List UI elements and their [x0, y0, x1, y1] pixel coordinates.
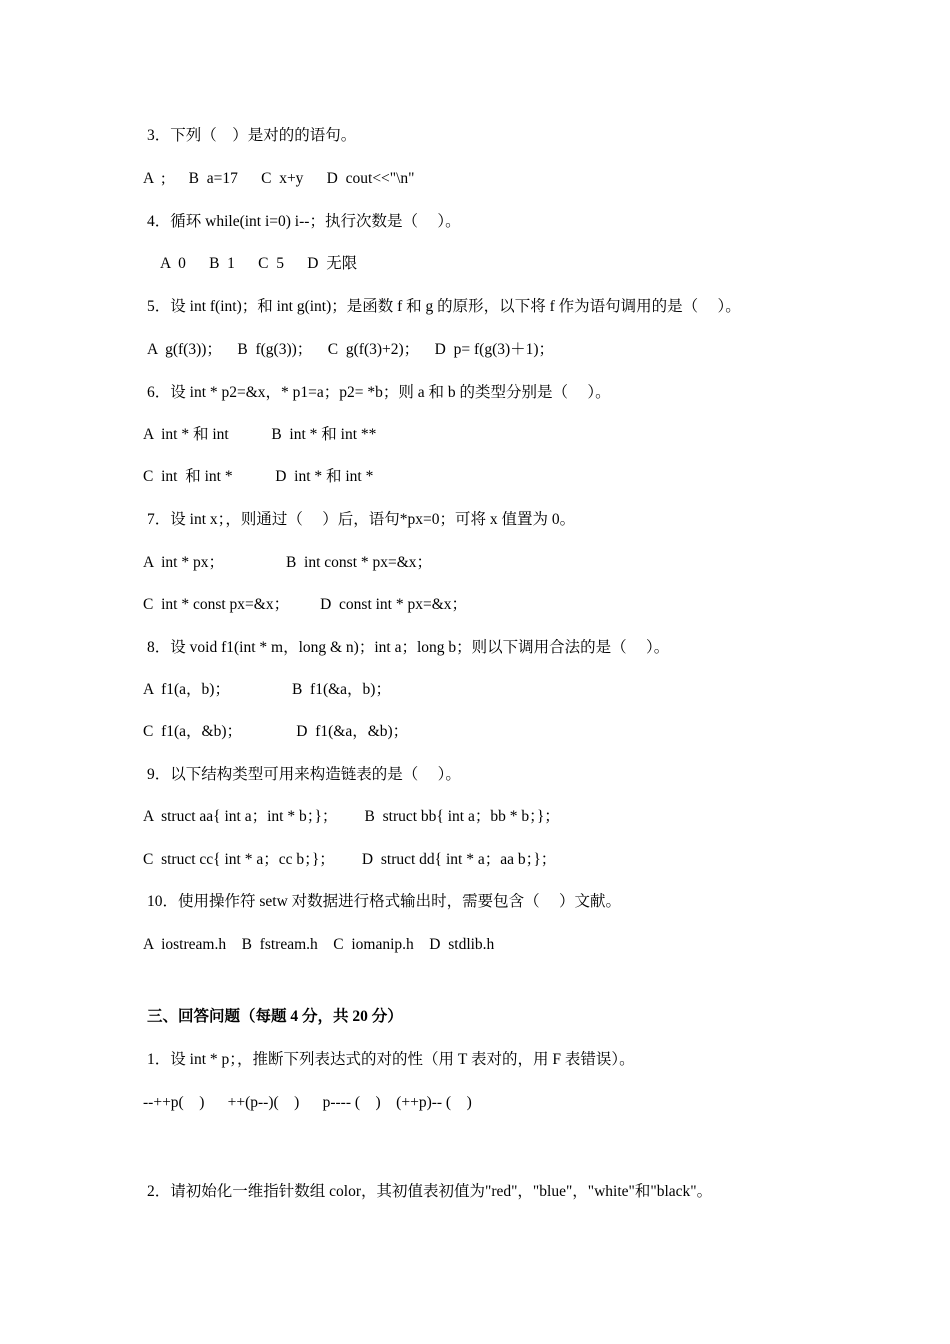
- section-heading: 三、回答问题（每题 4 分，共 20 分）: [147, 1008, 403, 1025]
- question-9-options-row-1: A struct aa{ int a；int * b；}； B struct bb{ int a；bb * b；}；: [143, 808, 560, 825]
- question-7-options-row-1: A int * px； B int const * px=&x；: [143, 554, 433, 571]
- question-number: 8．: [147, 639, 171, 656]
- question-10: [147, 892, 621, 912]
- question-text: 以下结构类型可用来构造链表的是（ ）。: [170, 766, 461, 783]
- question-4-options: A 0 B 1 C 5 D 无限: [160, 255, 358, 272]
- question-3-options: A ; B a=17 C x+y D cout<<"\n": [143, 170, 415, 187]
- question-7: [147, 510, 575, 530]
- question-4: [147, 212, 461, 232]
- question-5-options: A g(f(3))； B f(g(3))； C g(f(3)+2)； D p= f(g(3)＋1)；: [147, 341, 555, 358]
- question-number: 4．: [147, 213, 171, 230]
- question-text: 请初始化一维指针数组 color，其初值表初值为"red"，"blue"，"white"和"black"。: [170, 1183, 713, 1200]
- question-7-options-row-2: C int * const px=&x； D const int * px=&x；: [143, 596, 468, 613]
- question-6: [147, 383, 611, 403]
- question-8-options-row-1: A f1(a，b)； B f1(&a，b)；: [143, 681, 391, 698]
- question-8-options-row-2: C f1(a，&b)； D f1(&a，&b)；: [143, 723, 409, 740]
- question-number: 6．: [147, 384, 171, 401]
- question-number: 9．: [147, 766, 171, 783]
- question-number: 3．: [147, 127, 171, 144]
- question-text: 设 int f(int)；和 int g(int)；是函数 f 和 g 的原形，以下将 f 作为语句调用的是（ ）。: [170, 298, 741, 315]
- question-text: 设 int * p2=&x，* p1=a；p2= *b；则 a 和 b 的类型分别是（ ）。: [170, 384, 611, 401]
- section3-question-1: [147, 1050, 635, 1070]
- section3-question-1-blanks: --++p( ) ++(p--)( ) p---- ( ) (++p)-- ( ): [143, 1094, 472, 1111]
- question-text: 循环 while(int i=0) i--；执行次数是（ ）。: [170, 213, 461, 230]
- question-8: [147, 638, 669, 658]
- question-6-options-row-1: A int * 和 int B int * 和 int **: [143, 426, 377, 443]
- question-number: 5．: [147, 298, 171, 315]
- question-5: [147, 297, 741, 317]
- question-9-options-row-2: C struct cc{ int * a；cc b；}； D struct dd{ int * a；aa b；}；: [143, 851, 557, 868]
- question-number: 1．: [147, 1051, 171, 1068]
- question-number: 2．: [147, 1183, 171, 1200]
- question-text: 设 int x；，则通过（ ）后，语句*px=0；可将 x 值置为 0。: [170, 511, 576, 528]
- question-6-options-row-2: C int 和 int * D int * 和 int *: [143, 468, 374, 485]
- question-text: 下列（ ）是对的的语句。: [170, 127, 357, 144]
- section3-question-2: [147, 1182, 712, 1202]
- question-text: 设 void f1(int * m，long & n)；int a；long b；则以下调用合法的是（ ）。: [170, 639, 670, 656]
- question-text: 使用操作符 setw 对数据进行格式输出时，需要包含（ ）文献。: [178, 893, 622, 910]
- question-text: 设 int * p；，推断下列表达式的对的性（用 T 表对的，用 F 表错误）。: [170, 1051, 635, 1068]
- question-number: 7．: [147, 511, 171, 528]
- question-3: [147, 126, 356, 146]
- question-9: [147, 765, 461, 785]
- question-10-options: A iostream.h B fstream.h C iomanip.h D stdlib.h: [143, 936, 495, 953]
- question-number: 10．: [147, 893, 179, 910]
